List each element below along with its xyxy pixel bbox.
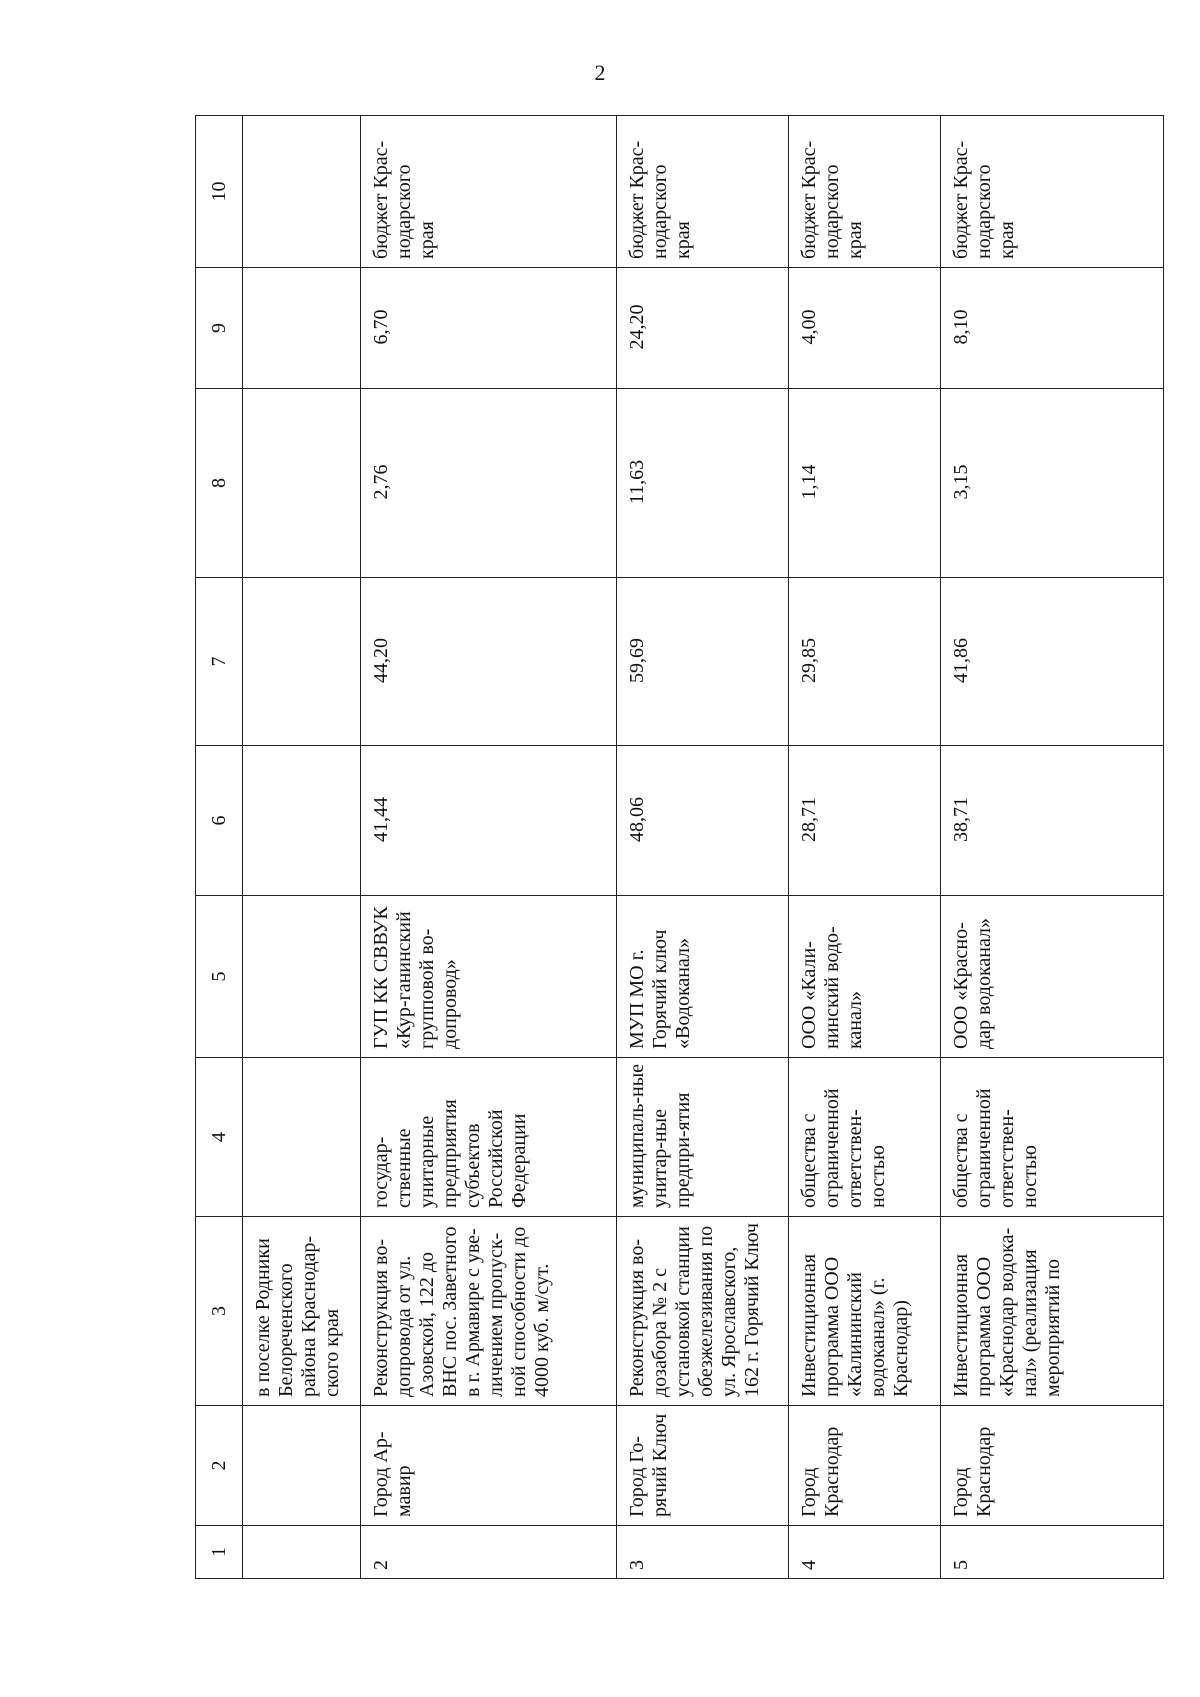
table-row	[941, 116, 1164, 1579]
table-cell: 28,71	[789, 746, 941, 896]
table-cell: бюджет Крас-нодарского края	[941, 116, 1164, 268]
table-cell: Реконструкция во-дозабора № 2 с установкой станции обезжелезивания по ул. Ярославского, 162 г. Горячий Ключ	[617, 1217, 789, 1406]
column-header: 3	[196, 1217, 243, 1406]
header-row	[196, 116, 243, 1579]
column-header: 10	[196, 116, 243, 268]
column-header: 1	[196, 1526, 243, 1579]
table-cell: 44,20	[361, 578, 617, 746]
table-cell: бюджет Крас-нодарского края	[361, 116, 617, 268]
table-cell: общества с ограниченной ответствен-ностью	[941, 1058, 1164, 1217]
table-cell: 8,10	[941, 268, 1164, 389]
column-header: 6	[196, 746, 243, 896]
table-cell: 1,14	[789, 389, 941, 578]
page-number: 2	[594, 60, 606, 85]
row-number: 3	[617, 1526, 789, 1579]
table-cell: общества с ограниченной ответствен-ностью	[789, 1058, 941, 1217]
table-cell	[243, 896, 361, 1058]
table-cell: МУП МО г. Горячий ключ «Водоканал»	[617, 896, 789, 1058]
table-cell: Город Краснодар	[789, 1406, 941, 1526]
table-cell: государ-ственные унитарные предприятия субъектов Российской Федерации	[361, 1058, 617, 1217]
column-header: 9	[196, 268, 243, 389]
column-header: 8	[196, 389, 243, 578]
table-cell: 11,63	[617, 389, 789, 578]
table-row	[361, 116, 617, 1579]
column-header: 4	[196, 1058, 243, 1217]
column-header: 5	[196, 896, 243, 1058]
table-row	[789, 116, 941, 1579]
rotated-table-container	[195, 116, 1163, 1579]
table-cell: ООО «Кали-нинский водо-канал»	[789, 896, 941, 1058]
table-cell: 6,70	[361, 268, 617, 389]
data-table	[195, 115, 1164, 1579]
table-cell	[243, 578, 361, 746]
table-cell: 3,15	[941, 389, 1164, 578]
table-cell: бюджет Крас-нодарского края	[789, 116, 941, 268]
table-cell	[243, 389, 361, 578]
table-cell: ООО «Красно-дар водоканал»	[941, 896, 1164, 1058]
row-number: 4	[789, 1526, 941, 1579]
table-cell: Реконструкция во-допровода от ул. Азовской, 122 до ВНС пос. Заветного в г. Армавире с уве-личением пропуск-ной способности до 4000 куб. м/сут.	[361, 1217, 617, 1406]
column-header: 2	[196, 1406, 243, 1526]
table-cell: 59,69	[617, 578, 789, 746]
table-cell: 41,44	[361, 746, 617, 896]
table-cell: Город Го-рячий Ключ	[617, 1406, 789, 1526]
table-cell: 41,86	[941, 578, 1164, 746]
table-cell	[243, 268, 361, 389]
table-cell	[243, 1526, 361, 1579]
table-cell: бюджет Крас-нодарского края	[617, 116, 789, 268]
row-number: 5	[941, 1526, 1164, 1579]
table-cell: Город Краснодар	[941, 1406, 1164, 1526]
continuation-row	[243, 116, 361, 1579]
table-cell: 2,76	[361, 389, 617, 578]
table-cell: 4,00	[789, 268, 941, 389]
table-cell: 29,85	[789, 578, 941, 746]
column-header: 7	[196, 578, 243, 746]
table-cell	[243, 1406, 361, 1526]
table-cell: 48,06	[617, 746, 789, 896]
table-cell: ГУП КК СВВУК «Кур-ганинский групповой во-допровод»	[361, 896, 617, 1058]
table-cell	[243, 746, 361, 896]
table-row	[617, 116, 789, 1579]
table-cell: Инвестиционная программа ООО «Калининский водоканал» (г. Краснодар)	[789, 1217, 941, 1406]
table-cell: Инвестиционная программа ООО «Краснодар водока-нал» (реализация мероприятий по	[941, 1217, 1164, 1406]
table-cell	[243, 1058, 361, 1217]
table-cell: Город Ар-мавир	[361, 1406, 617, 1526]
table-cell: муниципаль-ные унитар-ные предпри-ятия	[617, 1058, 789, 1217]
row-number: 2	[361, 1526, 617, 1579]
table-cell: 38,71	[941, 746, 1164, 896]
table-cell: 24,20	[617, 268, 789, 389]
table-cell	[243, 116, 361, 268]
table-cell: в поселке Родники Белореченского района Краснодар-ского края	[243, 1217, 361, 1406]
